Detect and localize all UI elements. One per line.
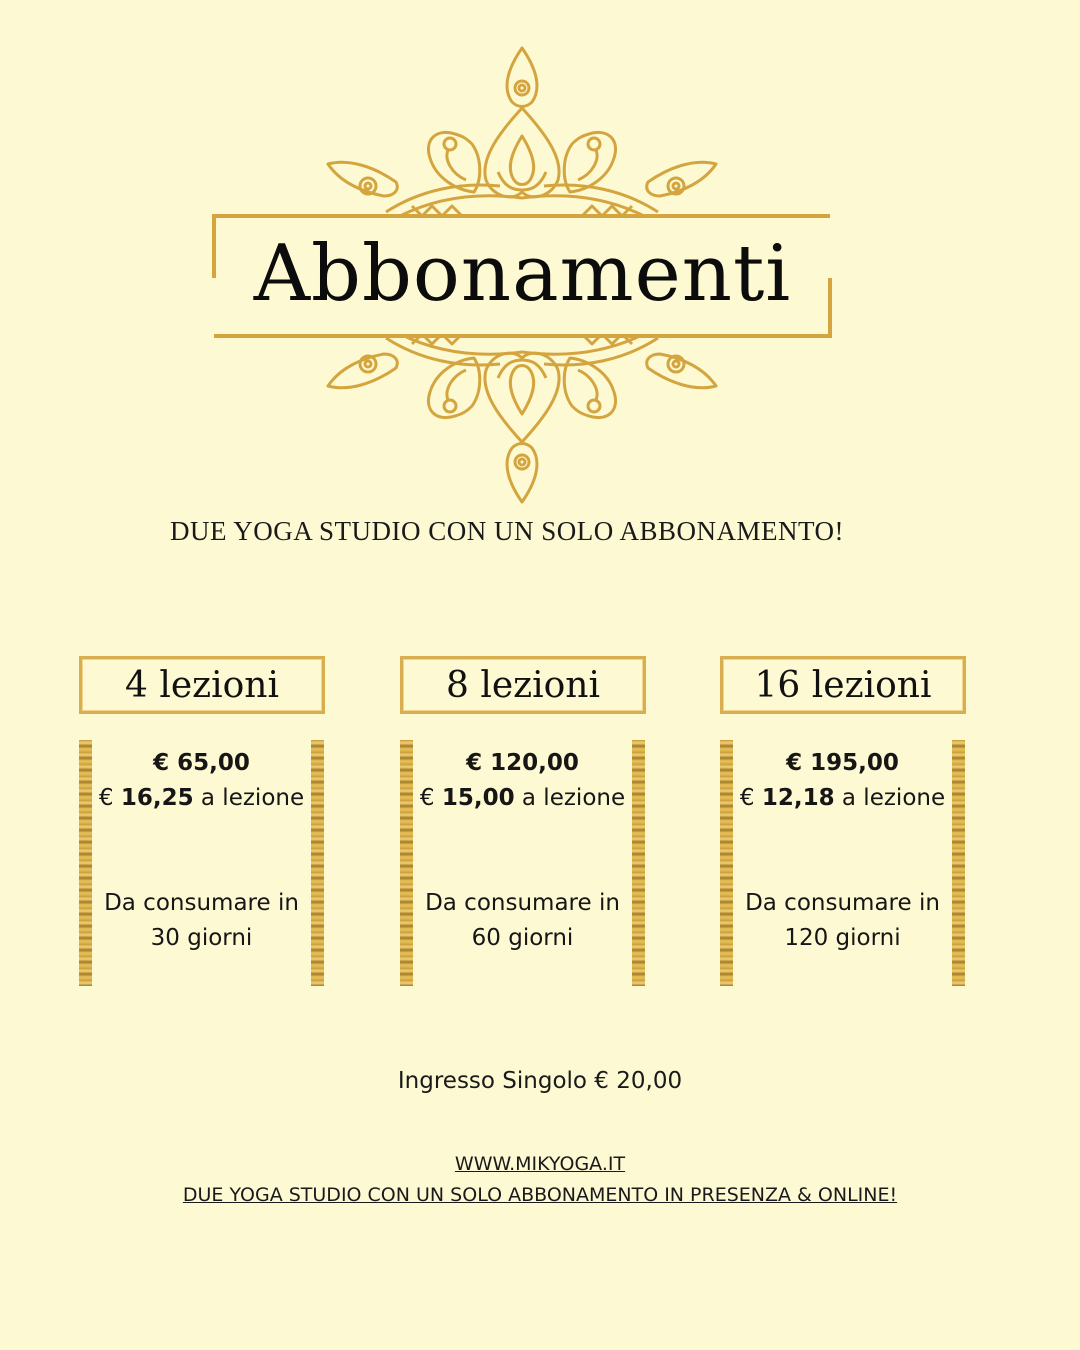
gold-glitter-bar xyxy=(720,740,733,986)
plan-name: 8 lezioni xyxy=(400,656,646,714)
per-lesson-suffix: a lezione xyxy=(521,785,626,811)
validity-line-1: Da consumare in xyxy=(745,890,940,916)
per-lesson-price xyxy=(413,781,632,816)
per-lesson-price xyxy=(733,781,952,816)
plan-price: € 120,00 xyxy=(466,750,579,776)
currency-symbol: € xyxy=(419,785,435,811)
per-lesson-amount: 15,00 xyxy=(441,785,515,811)
plan-card-16 xyxy=(720,656,968,986)
gold-glitter-bar xyxy=(400,740,413,986)
gold-glitter-bar xyxy=(952,740,965,986)
per-lesson-suffix: a lezione xyxy=(841,785,946,811)
gold-glitter-bar xyxy=(632,740,645,986)
currency-symbol: € xyxy=(739,785,755,811)
plan-name: 4 lezioni xyxy=(79,656,325,714)
website-link[interactable]: WWW.MIKYOGA.IT xyxy=(454,1153,626,1175)
validity-line-1: Da consumare in xyxy=(104,890,299,916)
tagline: DUE YOGA STUDIO CON UN SOLO ABBONAMENTO! xyxy=(169,516,844,546)
footer-tagline-link[interactable]: DUE YOGA STUDIO CON UN SOLO ABBONAMENTO IN PRESENZA & ONLINE! xyxy=(182,1184,898,1206)
plan-price: € 65,00 xyxy=(153,750,250,776)
plan-card-8 xyxy=(400,656,648,986)
single-entry-price: Ingresso Singolo € 20,00 xyxy=(397,1068,683,1094)
validity-line-2: 60 giorni xyxy=(471,925,574,951)
validity-line-1: Da consumare in xyxy=(425,890,620,916)
gold-glitter-bar xyxy=(311,740,324,986)
plan-card-4 xyxy=(79,656,327,986)
currency-symbol: € xyxy=(98,785,114,811)
page-title: Abbonamenti xyxy=(253,229,792,319)
per-lesson-amount: 16,25 xyxy=(120,785,194,811)
per-lesson-suffix: a lezione xyxy=(200,785,305,811)
plan-details xyxy=(733,746,952,956)
gold-glitter-bar xyxy=(79,740,92,986)
plan-details xyxy=(413,746,632,956)
per-lesson-price xyxy=(92,781,311,816)
validity-line-2: 30 giorni xyxy=(150,925,253,951)
validity-line-2: 120 giorni xyxy=(784,925,901,951)
per-lesson-amount: 12,18 xyxy=(761,785,835,811)
plan-name: 16 lezioni xyxy=(720,656,966,714)
plan-details xyxy=(92,746,311,956)
plan-price: € 195,00 xyxy=(786,750,899,776)
